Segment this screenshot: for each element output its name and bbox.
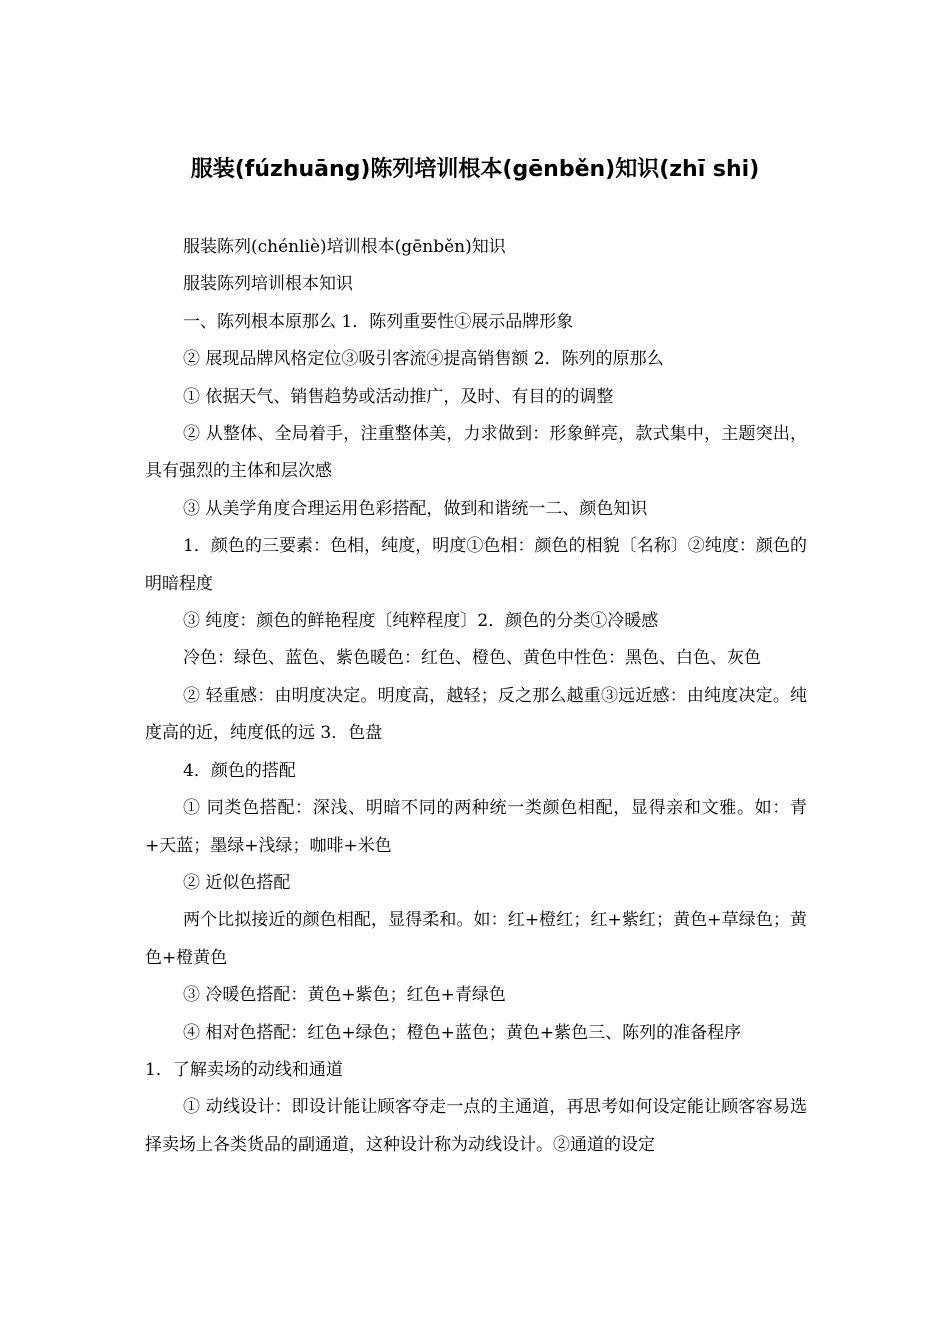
paragraph: ① 动线设计：即设计能让顾客夺走一点的主通道，再思考如何设定能让顾客容易选择卖场上各类货品的副通道，这种设计称为动线设计。②通道的设定 [145,1097,807,1155]
paragraph: 两个比拟接近的颜色相配，显得柔和。如：红+橙红；红+紫红；黄色+草绿色；黄色+橙黄色 [145,910,807,968]
paragraph: 冷色：绿色、蓝色、紫色暖色：红色、橙色、黄色中性色：黑色、白色、灰色 [183,648,761,669]
paragraph: 服装陈列(chénliè)培训根本(gēnběn)知识 [183,237,506,257]
paragraph: 1．了解卖场的动线和通道 [145,1059,343,1080]
paragraph: ② 从整体、全局着手，注重整体美，力求做到：形象鲜亮，款式集中，主题突出，具有强烈的主体和层次感 [145,424,807,482]
paragraph: ① 依据天气、销售趋势或活动推广，及时、有目的的调整 [183,386,614,407]
paragraph: ① 同类色搭配：深浅、明暗不同的两种统一类颜色相配，显得亲和文雅。如：青+天蓝；墨绿+浅绿；咖啡+米色 [145,798,807,856]
paragraph: 1．颜色的三要素：色相，纯度，明度①色相：颜色的相貌〔名称〕②纯度：颜色的明暗程度 [145,536,807,594]
paragraph: ② 轻重感：由明度决定。明度高，越轻；反之那么越重③远近感：由纯度决定。纯度高的近，纯度低的远 3．色盘 [145,685,807,744]
paragraph: ③ 纯度：颜色的鲜艳程度〔纯粹程度〕2．颜色的分类①冷暖感 [183,611,659,632]
document-body [145,229,807,1164]
paragraph: ② 近似色搭配 [183,872,291,893]
paragraph: 4．颜色的搭配 [183,760,296,781]
document-title: 服装(fúzhuāng)陈列培训根本(gēnběn)知识(zhī shi) [190,157,760,182]
paragraph: ② 展现品牌风格定位③吸引客流④提高销售额 2．陈列的原那么 [183,349,664,370]
paragraph: ③ 冷暖色搭配：黄色+紫色；红色+青绿色 [183,985,506,1006]
paragraph: 一、陈列根本原那么 1．陈列重要性①展示品牌形象 [183,311,574,332]
paragraph: ④ 相对色搭配：红色+绿色；橙色+蓝色；黄色+紫色三、陈列的准备程序 [183,1022,742,1043]
paragraph: ③ 从美学角度合理运用色彩搭配，做到和谐统一二、颜色知识 [183,498,648,519]
paragraph: 服装陈列培训根本知识 [183,274,353,295]
